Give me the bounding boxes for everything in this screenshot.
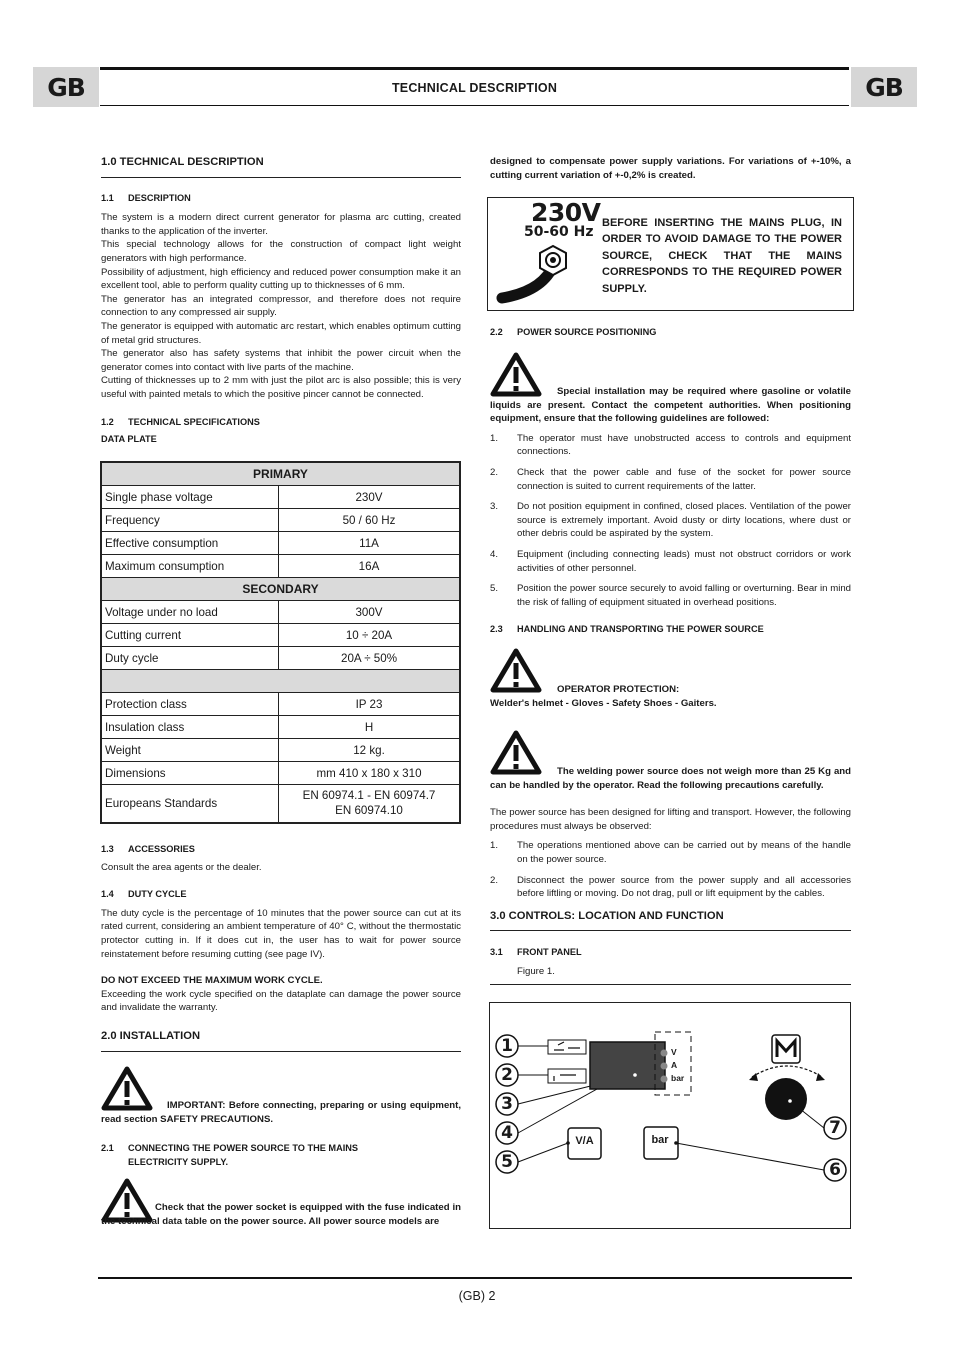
positioning-block <box>490 385 851 637</box>
paragraph: Possibility of adjustment, high efficiency and reduced power consumption make it an excellent tool, able to perform quality cutting up to thicknesses of 6 mm. <box>101 266 461 292</box>
va-button-label[interactable]: V/A <box>575 1135 594 1147</box>
list-item: 1. The operator must have unobstructed access to controls and equipment connections. <box>490 432 851 458</box>
mains-plug-icon <box>496 244 584 308</box>
fuse-notice <box>101 1201 461 1228</box>
section-label: DESCRIPTION <box>128 192 191 203</box>
front-panel-drawing <box>490 1003 850 1228</box>
section-label: POWER SOURCE POSITIONING <box>517 327 657 337</box>
section-label: ACCESSORIES <box>128 844 195 854</box>
protection-block <box>490 683 851 710</box>
fuse-text: Check that the power socket is equipped with the fuse indicated in the technical data table on the power source. All power source models are <box>101 1202 461 1227</box>
table-row <box>101 647 460 670</box>
standards-line: EN 60974.1 - EN 60974.7 <box>302 789 436 803</box>
section-2-2-title <box>490 326 851 340</box>
section-label: TECHNICAL SPECIFICATIONS <box>128 416 260 427</box>
section-1-0-title: 1.0 TECHNICAL DESCRIPTION <box>101 156 461 178</box>
section-number: 2.3 <box>490 624 503 635</box>
primary-header: PRIMARY <box>101 462 460 486</box>
section-3-0-title: 3.0 CONTROLS: LOCATION AND FUNCTION <box>490 910 851 932</box>
continued-text: designed to compensate power supply variations. For variations of +-10%, a cutting current variation of +-0,2% is created. <box>490 156 851 181</box>
led-bar <box>661 1076 668 1083</box>
table-cell: 20A ÷ 50% <box>279 647 461 670</box>
continued-text-block <box>490 155 851 182</box>
table-row <box>101 739 460 762</box>
secondary-header: SECONDARY <box>101 578 460 601</box>
footer-rule <box>98 1277 852 1279</box>
table-cell: H <box>279 716 461 739</box>
table-cell: Insulation class <box>101 716 279 739</box>
data-plate-label: DATA PLATE <box>101 434 157 445</box>
section-number: 1.3 <box>101 844 114 854</box>
important-text: IMPORTANT: Before connecting, preparing or using equipment, read section SAFETY PRECAUTIONS. <box>101 1100 461 1125</box>
table-cell <box>279 785 461 823</box>
table-row <box>101 762 460 785</box>
left-column-lower <box>101 843 461 1052</box>
front-panel-figure <box>489 1002 851 1229</box>
led-a <box>661 1063 668 1070</box>
section-label: CONNECTING THE POWER SOURCE TO THE MAINS <box>128 1143 359 1153</box>
led-bar-label: bar <box>671 1073 685 1083</box>
table-cell: 300V <box>279 601 461 624</box>
table-cell: Maximum consumption <box>101 555 279 578</box>
table-cell: 10 ÷ 20A <box>279 624 461 647</box>
protection-title: OPERATOR PROTECTION: <box>557 684 680 695</box>
section-1-3-title <box>101 843 461 857</box>
led-v-label: V <box>671 1047 677 1057</box>
duty-cycle-warning-text: Exceeding the work cycle specified on the dataplate can damage the power source and invalidate the warranty. <box>101 988 461 1014</box>
adjustment-knob[interactable] <box>765 1078 807 1120</box>
section-1-2-title <box>101 416 461 430</box>
led-v <box>661 1050 668 1057</box>
section-2-0-title: 2.0 INSTALLATION <box>101 1030 461 1052</box>
list-item-text: Position the power source securely to avoid falling or overturning. Bear in mind the risk of falling of equipment situated in overhead positions. <box>517 583 851 608</box>
table-cell: Europeans Standards <box>101 785 279 823</box>
callout-5-label: 5 <box>501 1152 513 1172</box>
list-item: 3. Do not position equipment in confined, closed places. Ventilation of the power source is extremely important. Avoid dusty or dirty locations, where dust or other debris could be aspirated by the system. <box>490 501 851 540</box>
section-label: FRONT PANEL <box>517 947 582 958</box>
table-row <box>101 555 460 578</box>
table-row <box>101 624 460 647</box>
protection-text: Welder's helmet - Gloves - Safety Shoes - Gaiters. <box>490 697 717 709</box>
section-3-1-title <box>490 946 851 960</box>
table-row <box>101 486 460 509</box>
table-cell: Single phase voltage <box>101 486 279 509</box>
table-cell: 50 / 60 Hz <box>279 509 461 532</box>
voltage-label: 230V <box>531 198 601 227</box>
section-1-1-title <box>101 192 461 206</box>
list-item: 2. Disconnect the power source from the power supply and all accessories before liftling or moving. Do not drag, pull or lift equipment by the cables. <box>490 874 851 900</box>
page-header <box>100 67 849 106</box>
list-item: 5. Position the power source securely to avoid falling or overturning. Bear in mind the risk of falling of equipment situated in overhead positions. <box>490 583 851 608</box>
table-cell: Protection class <box>101 693 279 716</box>
accessories-text: Consult the area agents or the dealer. <box>101 861 262 873</box>
table-cell: 11A <box>279 532 461 555</box>
section-2-1-title <box>101 1142 461 1169</box>
section-number: 3.1 <box>490 947 503 958</box>
list-item-text: The operations mentioned above can be carried out by means of the handle on the power source. <box>517 840 851 865</box>
table-cell: 230V <box>279 486 461 509</box>
table-cell: Duty cycle <box>101 647 279 670</box>
list-item-text: Check that the power cable and fuse of the socket for power source connection is suited to current requirements of the latter. <box>517 466 851 492</box>
page-number: (GB) 2 <box>458 1289 496 1303</box>
section-label: DUTY CYCLE <box>128 889 187 900</box>
power-warning-text: BEFORE INSERTING THE MAINS PLUG, IN ORDER TO AVOID DAMAGE TO THE POWER SOURCE, CHECK THAT THE MAINS CORRESPONDS TO THE REQUIRED POWER SUPPLY. <box>602 217 842 295</box>
bar-button-label[interactable]: bar <box>651 1134 669 1146</box>
led-indicator-1 <box>548 1040 586 1054</box>
section-2-2 <box>490 326 851 340</box>
paragraph: The generator also has safety systems that inhibit the power circuit when the generator comes into contact with live parts of the machine. <box>101 348 461 373</box>
section-2-1 <box>101 1142 461 1169</box>
duty-cycle-warning-title: DO NOT EXCEED THE MAXIMUM WORK CYCLE. <box>101 975 323 987</box>
positioning-warning: Special installation may be required where gasoline or volatile liquids are present. Contact the competent authorities. When positioning equipment, ensure that the following guidelines are followed: <box>490 386 851 425</box>
section-number: 1.4 <box>101 889 114 900</box>
table-row <box>101 601 460 624</box>
table-cell: Cutting current <box>101 624 279 647</box>
led-a-label: A <box>671 1060 678 1070</box>
callout-4-label: 4 <box>501 1123 513 1143</box>
callout-7-label: 7 <box>829 1118 841 1138</box>
table-cell: Effective consumption <box>101 532 279 555</box>
data-plate-table <box>100 461 461 824</box>
paragraph: This special technology allows for the construction of compact light weight generators with high performance. <box>101 239 461 264</box>
duty-cycle-text: The duty cycle is the percentage of 10 minutes that the power source can cut at its rated current, considering an ambient temperature of 40° C, without the thermostatic protector cutting in. If it does cut in, the user has to wait for power source reinstatement before resuming cutting (see page IV). <box>101 907 461 960</box>
table-cell: Frequency <box>101 509 279 532</box>
section-label: HANDLING AND TRANSPORTING THE POWER SOURCE <box>517 624 764 635</box>
handling-block <box>490 765 851 985</box>
list-item-text: The operator must have unobstructed access to controls and equipment connections. <box>517 432 851 458</box>
list-item-text: Do not position equipment in confined, closed places. Ventilation of the power source is extremely important. Avoid dusty or dirty locations, where dust or other debris could be aspirated by the system. <box>517 501 851 540</box>
left-column <box>101 156 461 447</box>
handling-intro: The power source has been designed for lifting and transport. However, the following procedures must always be observed: <box>490 807 851 832</box>
callout-3-label: 3 <box>501 1094 513 1114</box>
table-cell: 12 kg. <box>279 739 461 762</box>
section-number: 1.1 <box>101 192 114 203</box>
blank-header <box>101 670 460 693</box>
table-cell: Voltage under no load <box>101 601 279 624</box>
standards-line: EN 60974.10 <box>335 804 403 818</box>
table-cell: mm 410 x 180 x 310 <box>279 762 461 785</box>
paragraph: The generator is equipped with automatic arc restart, which enables optimum cutting of metal grid structures. <box>101 320 461 346</box>
table-row <box>101 509 460 532</box>
positioning-list <box>490 432 851 610</box>
section-1-4-title <box>101 888 461 902</box>
list-item: 4. Equipment (including connecting leads) must not obstruct corridors or work activities of other personnel. <box>490 548 851 574</box>
section-2-3-title <box>490 623 851 637</box>
header-title: TECHNICAL DESCRIPTION <box>391 80 558 95</box>
language-tab-right: GB <box>851 67 917 107</box>
table-cell: Weight <box>101 739 279 762</box>
list-item-text: Equipment (including connecting leads) must not obstruct corridors or work activities of other personnel. <box>517 548 851 574</box>
callout-2-label: 2 <box>501 1065 513 1085</box>
section-label: ELECTRICITY SUPPLY. <box>128 1156 229 1167</box>
figure-caption: Figure 1. <box>490 965 851 985</box>
handling-list <box>490 839 851 900</box>
table-row <box>101 532 460 555</box>
frequency-label: 50-60 Hz <box>524 224 594 240</box>
callout-6-label: 6 <box>829 1160 841 1180</box>
table-cell: 16A <box>279 555 461 578</box>
table-row <box>101 716 460 739</box>
callout-1-label: 1 <box>501 1036 513 1056</box>
description-text <box>101 211 461 401</box>
language-tab-left: GB <box>33 67 99 107</box>
list-item-text: Disconnect the power source from the power supply and all accessories before liftling or moving. Do not drag, pull or lift equipment by the cables. <box>517 874 851 900</box>
section-number: 2.1 <box>101 1143 114 1153</box>
table-row <box>101 693 460 716</box>
paragraph: Cutting of thicknesses up to 2 mm with just the pilot arc is also possible; this is very useful with painted metals to which the positive pincer cannot be connected. <box>101 375 461 400</box>
list-item: 1. The operations mentioned above can be carried out by means of the handle on the power source. <box>490 840 851 865</box>
section-number: 2.2 <box>490 327 503 337</box>
weight-warning: The welding power source does not weigh more than 25 Kg and can be handled by the operator. Read the following precautions carefully. <box>490 766 851 791</box>
important-notice <box>101 1099 461 1126</box>
paragraph: The generator has an integrated compressor, and therefore does not require connection to any compressed air supply. <box>101 293 461 319</box>
paragraph: The system is a modern direct current generator for plasma arc cutting, created thanks to the application of the inverter. <box>101 212 461 237</box>
section-number: 1.2 <box>101 416 114 427</box>
list-item: 2. Check that the power cable and fuse of the socket for power source connection is suited to current requirements of the latter. <box>490 466 851 492</box>
table-cell: IP 23 <box>279 693 461 716</box>
digital-display <box>590 1042 665 1089</box>
data-plate-table-wrapper <box>100 461 461 824</box>
table-cell: Dimensions <box>101 762 279 785</box>
power-supply-box <box>487 197 854 311</box>
table-row <box>101 785 460 823</box>
